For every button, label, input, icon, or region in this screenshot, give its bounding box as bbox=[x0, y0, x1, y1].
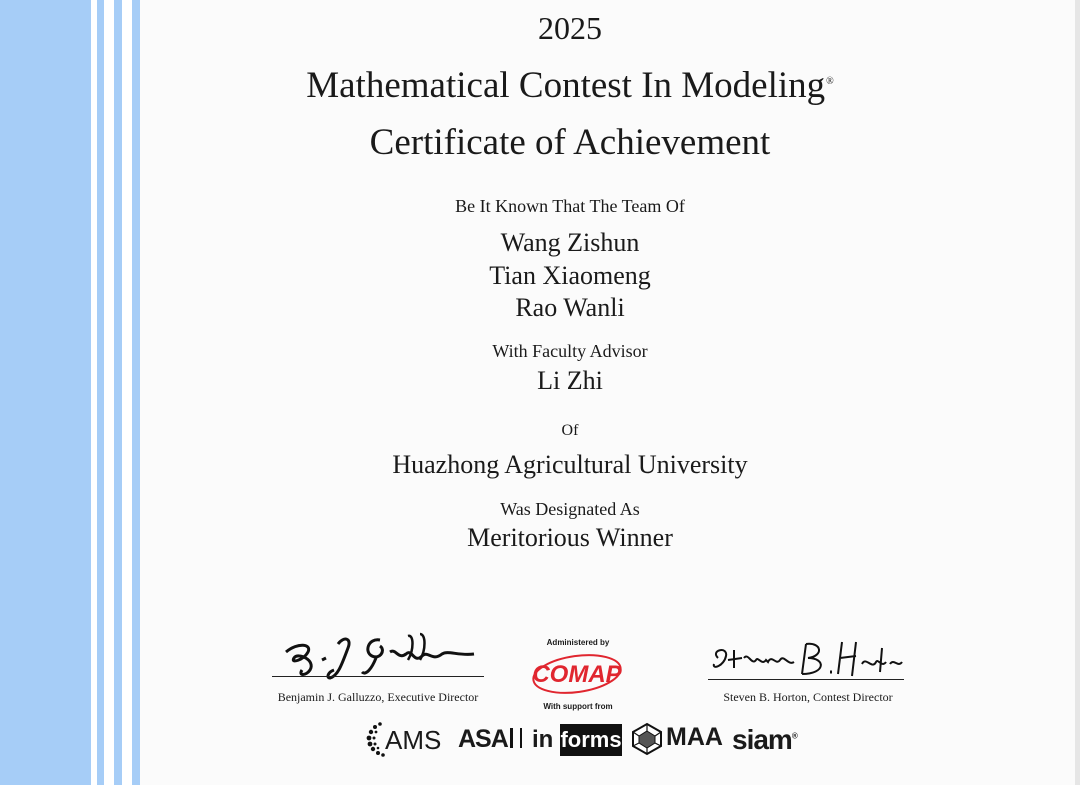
ams-dots-logo-icon bbox=[366, 720, 386, 758]
siam-logo-text: siam bbox=[732, 724, 792, 755]
of-label: Of bbox=[561, 422, 579, 439]
contest-director-signature bbox=[706, 636, 906, 684]
contest-director-caption: Steven B. Horton, Contest Director bbox=[723, 690, 893, 704]
comap-logo bbox=[530, 650, 624, 696]
asa-bars-icon bbox=[510, 728, 522, 748]
designated-label: Was Designated As bbox=[500, 499, 640, 519]
registered-mark: ® bbox=[791, 731, 797, 741]
signature-line bbox=[708, 679, 904, 680]
informs-logo-box: forms bbox=[560, 724, 622, 756]
maa-polyhedron-logo-icon bbox=[630, 722, 664, 756]
team-member-name: Rao Wanli bbox=[515, 293, 625, 322]
certificate-year: 2025 bbox=[538, 10, 602, 46]
with-support-label: With support from bbox=[543, 702, 613, 711]
certificate-title: Certificate of Achievement bbox=[369, 122, 771, 163]
award-title: Meritorious Winner bbox=[467, 523, 673, 552]
intro-text: Be It Known That The Team Of bbox=[455, 196, 685, 216]
ams-logo bbox=[366, 720, 454, 758]
ams-logo-text: AMS bbox=[385, 725, 442, 755]
administered-by-label: Administered by bbox=[546, 638, 610, 647]
team-member-name: Tian Xiaomeng bbox=[489, 261, 651, 290]
contest-title bbox=[240, 67, 900, 104]
asa-logo-text: ASA bbox=[458, 725, 508, 753]
registered-mark: ® bbox=[826, 75, 834, 87]
informs-logo-in: in bbox=[532, 726, 554, 753]
advisor-label: With Faculty Advisor bbox=[492, 341, 648, 361]
siam-logo bbox=[732, 726, 797, 754]
advisor-name: Li Zhi bbox=[537, 366, 603, 395]
signature-line bbox=[272, 676, 484, 677]
executive-director-caption: Benjamin J. Galluzzo, Executive Director bbox=[277, 690, 479, 704]
team-member-name: Wang Zishun bbox=[500, 228, 640, 257]
informs-logo bbox=[532, 724, 626, 756]
maa-logo bbox=[630, 720, 726, 760]
comap-logo-text: COMAP bbox=[532, 661, 622, 688]
maa-logo-text: MAA bbox=[666, 723, 723, 751]
institution-name: Huazhong Agricultural University bbox=[392, 450, 748, 479]
page-edge bbox=[1075, 0, 1080, 785]
executive-director-signature bbox=[268, 630, 488, 682]
asa-logo bbox=[458, 727, 522, 752]
decorative-stripes bbox=[0, 0, 140, 785]
contest-title-text: Mathematical Contest In Modeling bbox=[306, 65, 826, 106]
